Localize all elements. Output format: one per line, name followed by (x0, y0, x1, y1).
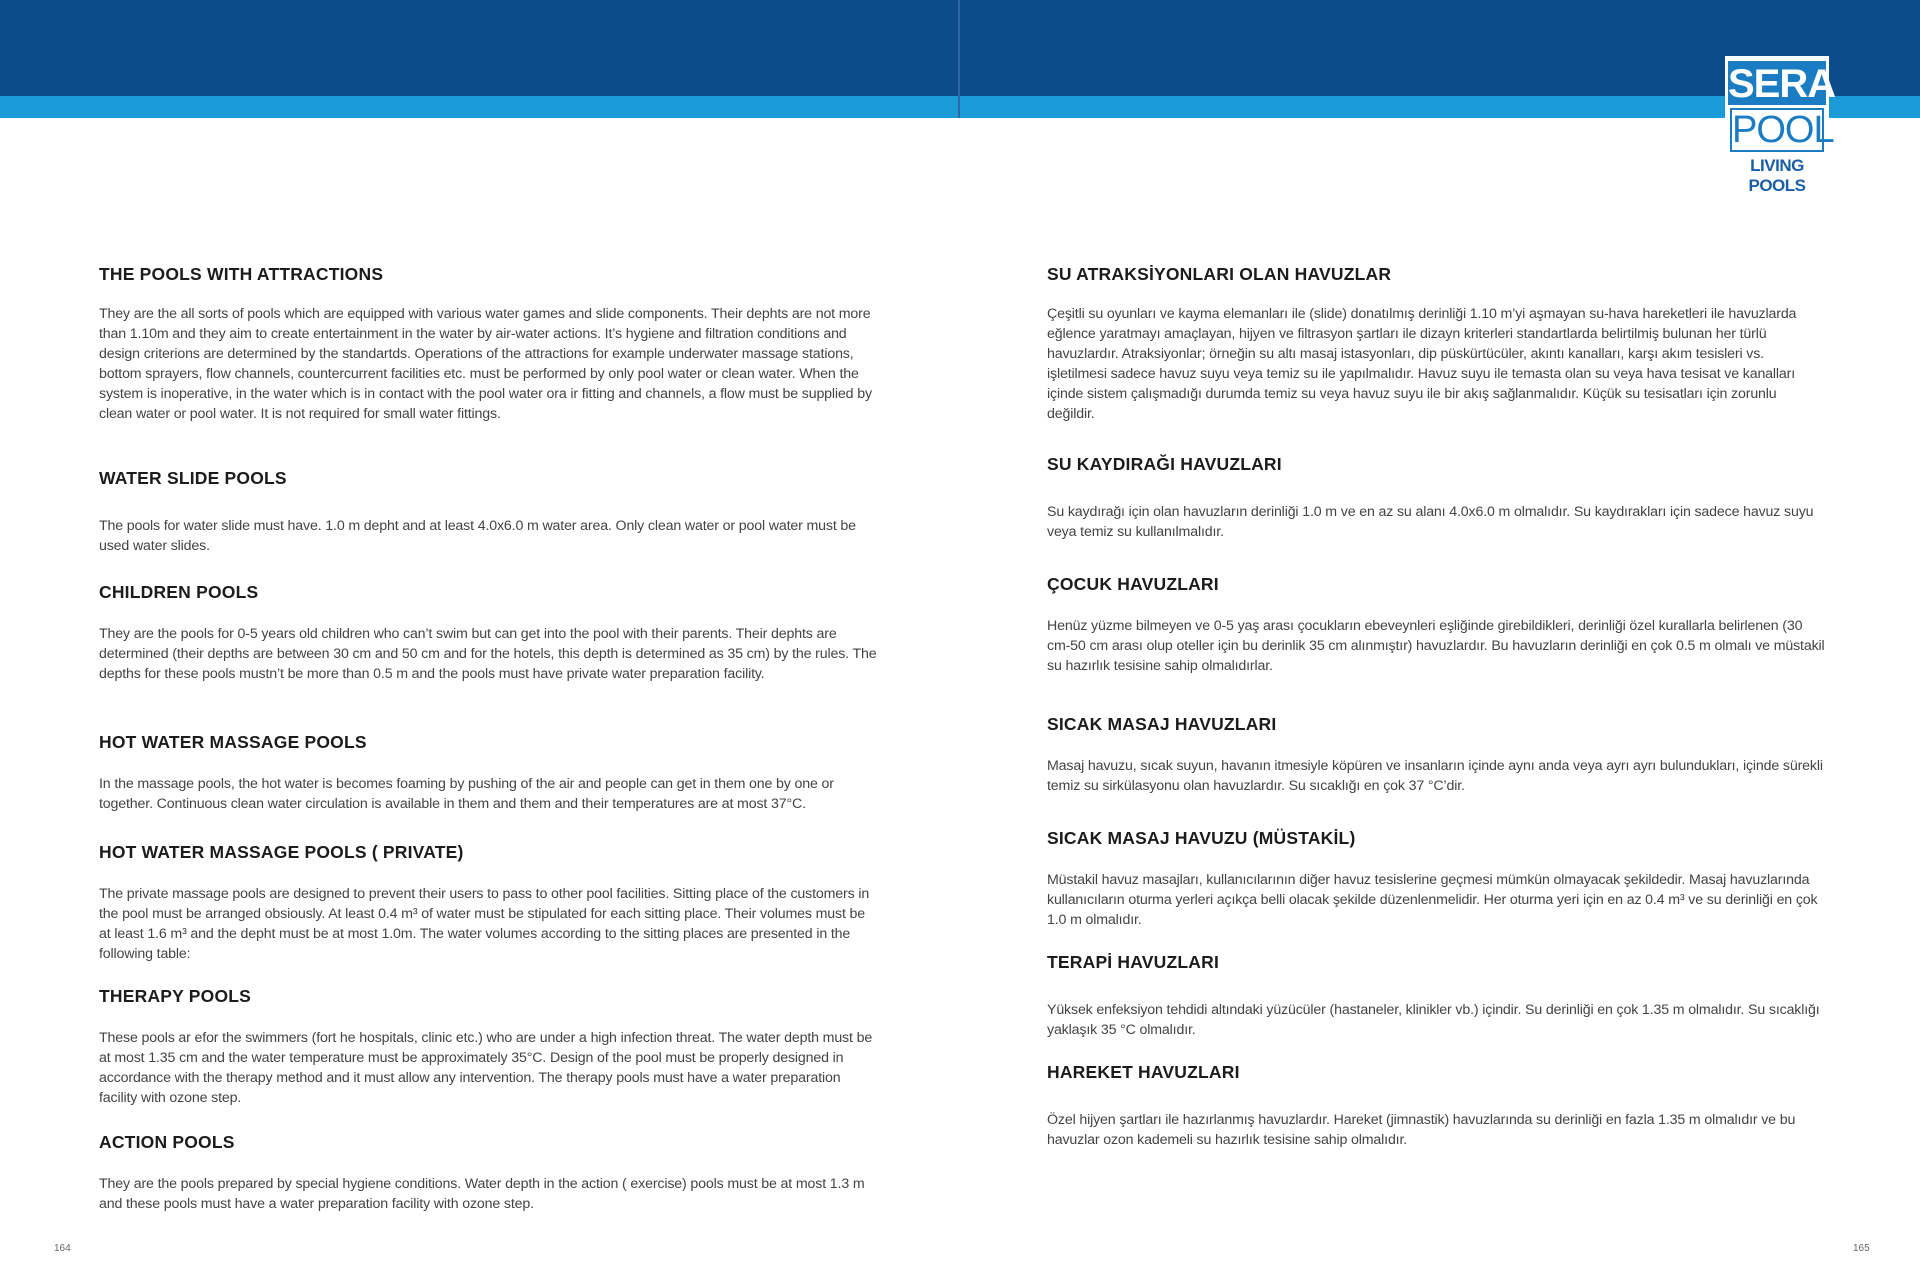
page-number-left: 164 (54, 1243, 71, 1254)
header-band-dark (0, 0, 1920, 96)
section-body: They are the pools for 0-5 years old children who can’t swim but can get into the pool with their parents. Their dephts are determined (their depths are between 30 cm and 50 cm and for the hotels, this depth is determined as 35 cm) by the rules. The depths for these pools mustn’t be more than 0.5 m and the pools must have private water preparation facility. (99, 626, 877, 682)
section-body: Masaj havuzu, sıcak suyun, havanın itmesiyle köpüren ve insanların içinde aynı anda veya ayrı ayrı bulundukları, içinde sürekli temiz su sirkülasyonu olan havuzlardır. Su sıcaklığı en çok 37 °C’dir. (1047, 758, 1823, 794)
section-body: These pools ar efor the swimmers (fort he hospitals, clinic etc.) who are under a high infection threat. The water depth must be at most 1.35 cm and the water temperature must be approximately 35°C. Design of the pool must be properly designed in accordance with the therapy method and it must allow any intervention. The therapy pools must have a water preparation facility with ozone step. (99, 1030, 873, 1106)
section-title: SICAK MASAJ HAVUZU (MÜSTAKİL) (1047, 828, 1356, 848)
section-title: TERAPİ HAVUZLARI (1047, 952, 1220, 972)
section-title: SICAK MASAJ HAVUZLARI (1047, 714, 1277, 734)
section-body: The private massage pools are designed to prevent their users to pass to other pool facilities. Sitting place of the customers in the pool must be arranged obsiously. At least 0.4 m³ of water must be stipulated for each sitting place. Their volumes must be at least 1.6 m³ and the depht must be at most 1.0m. The water volumes according to the sitting places are presented in the following table: (99, 886, 870, 962)
logo-word-pool: POOL (1732, 109, 1834, 151)
section-title: ÇOCUK HAVUZLARI (1047, 574, 1219, 594)
section-body: Yüksek enfeksiyon tehdidi altındaki yüzücüler (hastaneler, klinikler vb.) içindir. Su derinliği en çok 1.35 m olmalıdır. Su sıcaklığı yaklaşık 35 °C olmalıdır. (1047, 1002, 1820, 1038)
section-title: ACTION POOLS (99, 1132, 235, 1152)
header-band-light (0, 96, 1920, 118)
section-body: The pools for water slide must have. 1.0 m depht and at least 4.0x6.0 m water area. Only clean water or pool water must be used water slides. (99, 518, 856, 554)
section-title: SU ATRAKSİYONLARI OLAN HAVUZLAR (1047, 264, 1392, 284)
section-body: In the massage pools, the hot water is becomes foaming by pushing of the air and people can get in them one by one or together. Continuous clean water circulation is available in them and them and their temperatures are at most 37°C. (99, 776, 834, 812)
section-body: They are the all sorts of pools which are equipped with various water games and slide components. Their dephts are not more than 1.10m and they aim to create entertainment in the water by air-water actions. It’s hygiene and filtration conditions and design criterions are determined by the standartds. Operations of the attractions for example underwater massage stations, bottom sprayers, flow channels, countercurrent facilities etc. must be performed by only pool water or clean water. When the system is inoperative, in the water which is in contact with the pool water ora ir fitting and channels, a flow must be supplied by clean water or pool water. It is not required for small water fittings. (99, 306, 872, 422)
brand-logo (1725, 56, 1836, 195)
section-body: Su kaydırağı için olan havuzların derinliği 1.0 m ve en az su alanı 4.0x6.0 m olmalıdır. Su kaydırakları için sadece havuz suyu veya temiz su kullanılmalıdır. (1047, 504, 1814, 540)
section-body: Henüz yüzme bilmeyen ve 0-5 yaş arası çocukların ebeveynleri eşliğinde girebildikleri, derinliği özel kurallarla belirlenen (30 cm-50 cm arası olup oteller için bu derinlik 35 cm alınmıştır) havuzlardır. Bu havuzların derinliği en çok 0.5 m olmalı ve müstakil su hazırlık tesisine sahip olmalıdırlar. (1047, 618, 1825, 674)
section-body: They are the pools prepared by special hygiene conditions. Water depth in the action ( exercise) pools must be at most 1.3 m and these pools must have a water preparation facility with ozone step. (99, 1176, 865, 1212)
logo-word-sera: SERA (1728, 62, 1836, 106)
page-number-right: 165 (1853, 1243, 1870, 1254)
section-title: HOT WATER MASSAGE POOLS ( PRIVATE) (99, 842, 464, 862)
section-title: THE POOLS WITH ATTRACTIONS (99, 264, 384, 284)
section-body: Özel hijyen şartları ile hazırlanmış havuzlardır. Hareket (jimnastik) havuzlarında su derinliği en fazla 1.35 m olmalıdır ve bu havuzlar ozon kademeli su hazırlık tesisine sahip olmalıdır. (1047, 1112, 1796, 1148)
page-fold-line (958, 0, 960, 118)
section-title: CHILDREN POOLS (99, 582, 259, 602)
section-title: HAREKET HAVUZLARI (1047, 1062, 1240, 1082)
section-title: HOT WATER MASSAGE POOLS (99, 732, 367, 752)
section-body: Çeşitli su oyunları ve kayma elemanları ile (slide) donatılmış derinliği 1.10 m’yi aşmayan su-hava hareketleri ile havuzlarda eğlence yaratmayı amaçlayan, hijyen ve filtrasyon şartları ile dizayn kriterleri standartlarda belirtilmiş bulunan her türlü havuzlardır. Atraksiyonlar; örneğin su altı masaj istasyonları, dip püskürtücüler, akıntı kanalları, karşı akım tesisleri vs. işletilmesi sadece havuz suyu veya temiz su ile yapılmalıdır. Havuz suyu ile temasta olan su veya hava tesisat ve kanalları içinde sistem çalışmadığı durumda temiz su veya havuz suyu ile bir akış sağlanmalıdır. Küçük su tesisatları için zorunlu değildir. (1047, 306, 1797, 422)
logo-tagline: LIVING POOLS (1748, 156, 1806, 195)
section-body: Müstakil havuz masajları, kullanıcılarının diğer havuz tesislerine geçmesi mümkün olmayacak şekildedir. Masaj havuzlarında kullanıcıların oturma yerleri açıkça belli olacak şekilde düzenlenmelidir. Her oturma yeri için en az 0.4 m³ ve su derinliği en çok 1.0 m olmalıdır. (1047, 872, 1818, 928)
section-title: WATER SLIDE POOLS (99, 468, 287, 488)
section-title: THERAPY POOLS (99, 986, 252, 1006)
section-title: SU KAYDIRAĞI HAVUZLARI (1047, 454, 1282, 474)
